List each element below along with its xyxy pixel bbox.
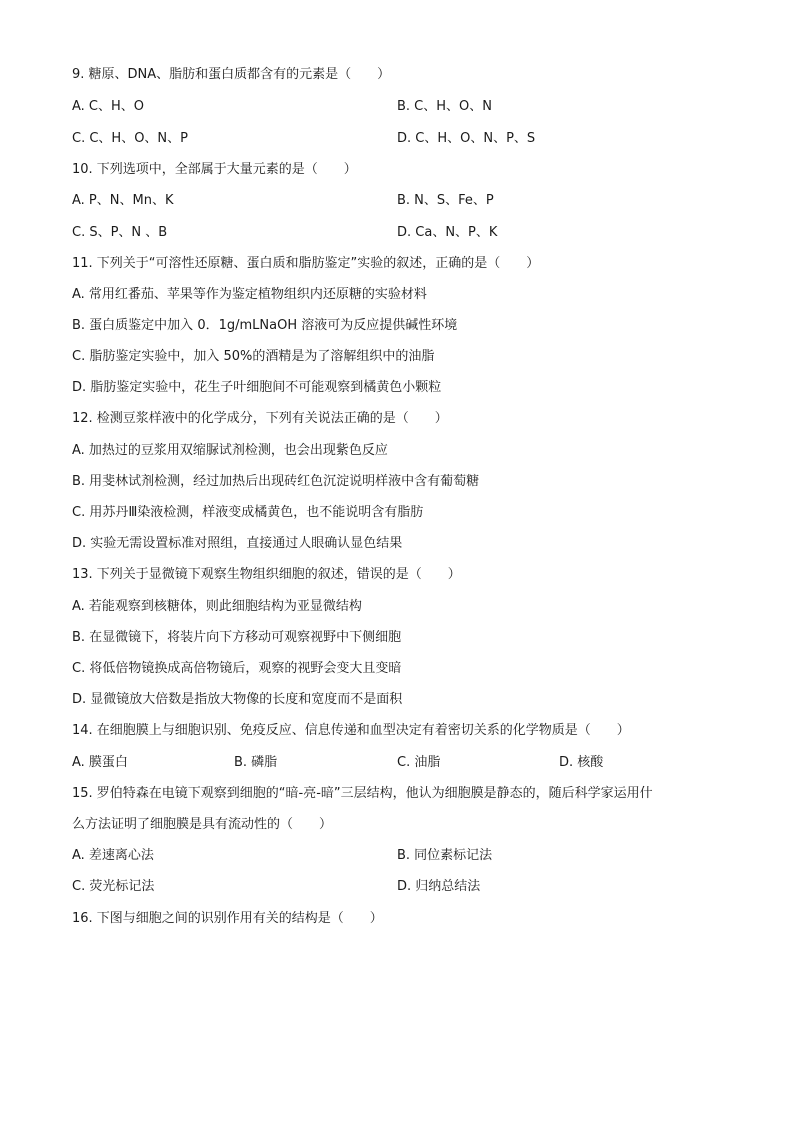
question-13-stem: 13. 下列关于显微镜下观察生物组织细胞的叙述，错误的是（ ） — [72, 567, 461, 582]
question-15-option-b: B. 同位素标记法 — [397, 848, 493, 863]
question-10-option-c: C. S、P、N 、B — [72, 225, 168, 240]
question-9-stem: 9. 糖原、DNA、脂肪和蛋白质都含有的元素是（ ） — [72, 67, 391, 82]
question-12-option-c: C. 用苏丹Ⅲ染液检测，样液变成橘黄色，也不能说明含有脂肪 — [72, 505, 424, 520]
question-11-option-d: D. 脂肪鉴定实验中，花生子叶细胞间不可能观察到橘黄色小颗粒 — [72, 380, 442, 395]
question-11-option-c: C. 脂肪鉴定实验中，加入 50%的酒精是为了溶解组织中的油脂 — [72, 349, 435, 364]
question-9-option-d: D. C、H、O、N、P、S — [397, 131, 536, 146]
question-15-stem: 15. 罗伯特森在电镜下观察到细胞的“暗-亮-暗”三层结构，他认为细胞膜是静态的，随后科学家运用什 — [72, 786, 653, 801]
question-15-option-a: A. 差速离心法 — [72, 848, 154, 863]
question-14-option-c: C. 油脂 — [397, 755, 441, 770]
question-14-option-d: D. 核酸 — [559, 755, 604, 770]
question-11-option-b: B. 蛋白质鉴定中加入 0．1g/mLNaOH 溶液可为反应提供碱性环境 — [72, 318, 458, 333]
question-10-stem: 10. 下列选项中，全部属于大量元素的是（ ） — [72, 162, 357, 177]
question-12-option-b: B. 用斐林试剂检测，经过加热后出现砖红色沉淀说明样液中含有葡萄糖 — [72, 474, 480, 489]
question-14-option-a: A. 膜蛋白 — [72, 755, 128, 770]
question-12-option-d: D. 实验无需设置标准对照组，直接通过人眼确认显色结果 — [72, 536, 403, 551]
question-13-option-b: B. 在显微镜下，将装片向下方移动可观察视野中下侧细胞 — [72, 630, 402, 645]
question-11-stem: 11. 下列关于“可溶性还原糖、蛋白质和脂肪鉴定”实验的叙述，正确的是（ ） — [72, 256, 540, 271]
question-12-option-a: A. 加热过的豆浆用双缩脲试剂检测，也会出现紫色反应 — [72, 443, 388, 458]
question-15-stem-continued: 么方法证明了细胞膜是具有流动性的（ ） — [72, 817, 333, 832]
question-13-option-d: D. 显微镜放大倍数是指放大物像的长度和宽度而不是面积 — [72, 692, 403, 707]
question-10-option-d: D. Ca、N、P、K — [397, 225, 498, 240]
question-14-option-b: B. 磷脂 — [234, 755, 278, 770]
question-12-stem: 12. 检测豆浆样液中的化学成分，下列有关说法正确的是（ ） — [72, 411, 448, 426]
question-9-option-c: C. C、H、O、N、P — [72, 131, 188, 146]
question-16-stem: 16. 下图与细胞之间的识别作用有关的结构是（ ） — [72, 911, 383, 926]
question-15-option-c: C. 荧光标记法 — [72, 879, 155, 894]
question-13-option-c: C. 将低倍物镜换成高倍物镜后，观察的视野会变大且变暗 — [72, 661, 402, 676]
question-11-option-a: A. 常用红番茄、苹果等作为鉴定植物组织内还原糖的实验材料 — [72, 287, 427, 302]
question-10-option-b: B. N、S、Fe、P — [397, 193, 494, 208]
question-15-option-d: D. 归纳总结法 — [397, 879, 481, 894]
question-9-option-b: B. C、H、O、N — [397, 99, 492, 114]
question-10-option-a: A. P、N、Mn、K — [72, 193, 174, 208]
question-13-option-a: A. 若能观察到核糖体，则此细胞结构为亚显微结构 — [72, 599, 362, 614]
question-14-stem: 14. 在细胞膜上与细胞识别、免疫反应、信息传递和血型决定有着密切关系的化学物质是（ ） — [72, 723, 630, 738]
question-9-option-a: A. C、H、O — [72, 99, 145, 114]
